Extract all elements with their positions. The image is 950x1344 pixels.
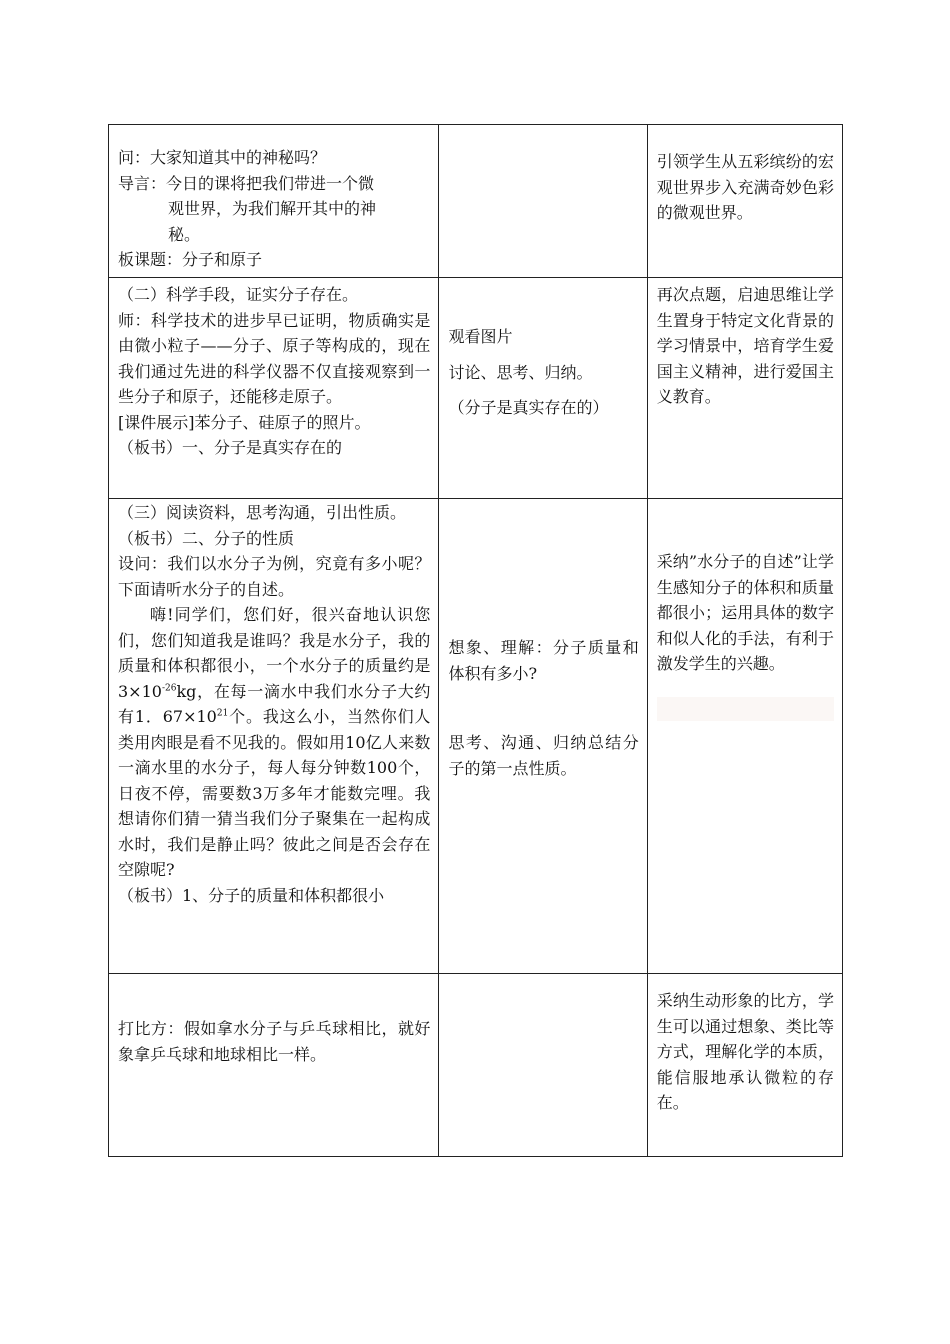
teacher-activity-cell: [109, 499, 439, 974]
intro-text: 导言：今日的课将把我们带进一个微: [118, 173, 375, 193]
intro-text-end: 秘。: [168, 224, 201, 244]
design-intent-text: 采纳生动形象的比方，学生可以通过想象、类比等方式，理解化学的本质，能信服地承认微粒的存在。: [656, 991, 834, 1112]
question-text: 问：大家知道其中的神秘吗？: [118, 148, 327, 167]
table-row: [109, 125, 843, 278]
teacher-activity-cell: [109, 125, 439, 278]
courseware-note: [课件展示]苯分子、硅原子的照片。: [118, 412, 371, 432]
design-intent-cell: [647, 499, 842, 974]
student-activity-text: （分子是真实存在的）: [448, 398, 609, 417]
table-row: [109, 499, 843, 974]
table-row: [109, 974, 843, 1157]
intro-text-cont: 观世界，为我们解开其中的神: [168, 199, 377, 218]
design-intent-text: 采纳”水分子的自述”让学生感知分子的体积和质量都很小；运用具体的数字和似人化的手法，有利于激发学生的兴趣。: [656, 552, 834, 673]
student-activity-text: 观看图片: [448, 327, 513, 346]
board-note: （板书）1、分子的质量和体积都很小: [118, 885, 385, 905]
teacher-activity-cell: [109, 974, 439, 1157]
student-activity-cell: [439, 125, 647, 278]
student-activity-cell: [439, 278, 647, 499]
section-heading: （二）科学手段，证实分子存在。: [118, 285, 359, 304]
design-intent-cell: [647, 125, 842, 278]
student-activity-text: 讨论、思考、归纳。: [448, 362, 593, 382]
board-note: （板书）二、分子的性质: [118, 528, 295, 548]
design-intent-text: 再次点题，启迪思维让学生置身于特定文化背景的学习情景中，培育学生爱国主义精神，进行爱国主义教育。: [656, 285, 834, 406]
teacher-explanation: 师：科学技术的进步早已证明，物质确实是由微小粒子——分子、原子等构成的，现在我们通过先进的科学仪器不仅直接观察到一些分子和原子，还能移走原子。: [118, 310, 431, 406]
design-intent-cell: [647, 278, 842, 499]
analogy-text: 打比方：假如拿水分子与乒乓球相比，就好象拿乒乓球和地球相比一样。: [118, 1019, 431, 1064]
highlight-bar: [657, 697, 834, 721]
student-activity-cell: [439, 974, 647, 1157]
student-activity-text: 想象、理解：分子质量和体积有多小?: [448, 638, 639, 683]
section-heading: （三）阅读资料，思考沟通，引出性质。: [118, 503, 407, 522]
lesson-title-text: 板课题：分子和原子: [118, 250, 263, 269]
board-note: （板书）一、分子是真实存在的: [118, 438, 343, 457]
student-activity-cell: [439, 499, 647, 974]
design-intent-cell: [647, 974, 842, 1157]
water-molecule-story: 嗨!同学们，您们好，很兴奋地认识您们，您们知道我是谁吗？我是水分子，我的质量和体积都很小，一个水分子的质量约是 $3\times 10^{-26}kg$，在每一滴水中我们水分子大约有1．$67\times 10^{21}$个。我这么小，当然你们人类用肉眼是看不见我的。假如用10亿人来数一滴水里的水分子，每人每分钟数100个，日夜不停，需要数3万多年才能数完哩。我想请你们猜一猜当我们分子聚集在一起构成水时，我们是静止吗？彼此之间是否会存在空隙呢?: [118, 605, 431, 879]
question-text: 设问：我们以水分子为例，究竟有多小呢？下面请听水分子的自述。: [118, 554, 431, 599]
table-row: [109, 278, 843, 499]
student-activity-text: 思考、沟通、归纳总结分子的第一点性质。: [448, 733, 639, 778]
teacher-activity-cell: [109, 278, 439, 499]
design-intent-text: 引领学生从五彩缤纷的宏观世界步入充满奇妙色彩的微观世界。: [656, 152, 834, 222]
lesson-plan-table: [108, 124, 843, 1157]
